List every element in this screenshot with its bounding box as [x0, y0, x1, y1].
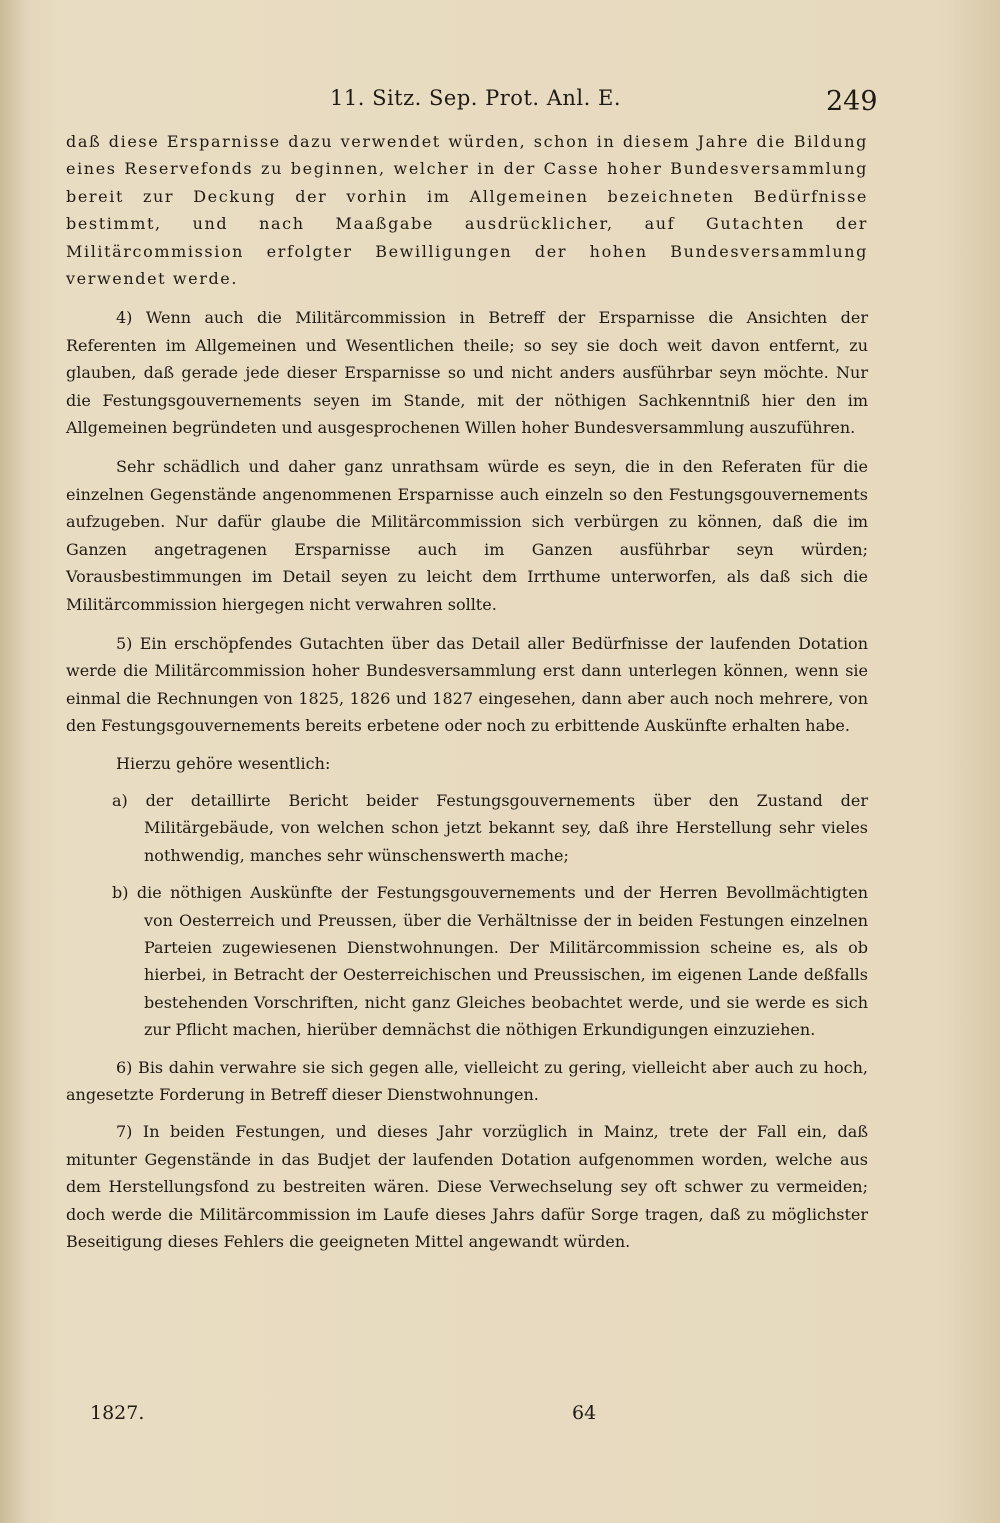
body-text [66, 128, 868, 1255]
paragraph-point-6: 6) Bis dahin verwahre sie sich gegen alle, vielleicht zu gering, vielleicht aber auch zu hoch, angesetzte Forderung in Betreff dieser Dienstwohnungen. [66, 1057, 868, 1104]
footer-year: 1827. [90, 1402, 145, 1424]
paragraph-point-4: 4) Wenn auch die Militärcommission in Betreff der Ersparnisse die Ansichten der Referenten im Allgemeinen und Wesentlichen theile; so sey sie doch weit davon entfernt, zu glauben, daß gerade jede dieser Ersparnisse so und nicht anders ausführbar seyn möchte. Nur die Festungsgouvernements seyen im Stande, mit der nöthigen Sachkenntniß hier den im Allgemeinen begründeten und ausgesprochenen Willen hoher Bundesversammlung auszuführen. [66, 308, 868, 438]
page-number: 249 [826, 86, 878, 117]
paragraph-point-5: 5) Ein erschöpfendes Gutachten über das Detail aller Bedürfnisse der laufenden Dotation werde die Militärcommission hoher Bundesversammlung erst dann unterlegen können, wenn sie einmal die Rechnungen von 1825, 1826 und 1827 eingesehen, dann aber auch noch mehrere, von den Festungsgouvernements bereits erbetene oder noch zu erbittende Auskünfte erhalten habe. [66, 633, 868, 736]
page-footer [0, 1402, 1000, 1434]
running-head: 11. Sitz. Sep. Prot. Anl. E. [330, 86, 621, 110]
paragraph-point-7: 7) In beiden Festungen, und dieses Jahr vorzüglich in Mainz, trete der Fall ein, daß mitunter Gegenstände in das Budjet der laufenden Dotation aufgenommen worden, welche aus dem Herstellungsfond zu bestreiten wären. Diese Verwechselung sey oft schwer zu vermeiden; doch werde die Militärcommission im Laufe dieses Jahrs dafür Sorge tragen, daß zu möglichster Beseitigung dieses Fehlers die geeigneten Mittel angewandt würden. [66, 1122, 868, 1252]
sheet-number: 64 [572, 1402, 597, 1424]
page-header [0, 86, 1000, 126]
list-item-a: a) der detaillirte Bericht beider Festungsgouvernements über den Zustand der Militärgebäude, von welchen schon jetzt bekannt sey, daß ihre Herstellung sehr vieles nothwendig, manches sehr wünschenswerth mache; [112, 790, 868, 865]
paragraph-continuation: daß diese Ersparnisse dazu verwendet würden, schon in diesem Jahre die Bildung eines Reservefonds zu beginnen, welcher in der Casse hoher Bundesversammlung bereit zur Deckung der vorhin im Allgemeinen bezeichneten Bedürfnisse bestimmt, und nach Maaßgabe ausdrücklicher, auf Gutachten der Militärcommission erfolgter Bewilligungen der hohen Bundesversammlung verwendet werde. [66, 132, 868, 289]
paragraph-hierzu: Hierzu gehöre wesentlich: [116, 753, 331, 773]
paragraph-ersparnisse: Sehr schädlich und daher ganz unrathsam würde es seyn, die in den Referaten für die einzelnen Gegenstände angenommenen Ersparnisse auch einzeln so den Festungsgouvernements aufzugeben. Nur dafür glaube die Militärcommission sich verbürgen zu können, daß die im Ganzen angetragenen Ersparnisse auch im Ganzen ausführbar seyn würden; Vorausbestimmungen im Detail seyen zu leicht dem Irrthume unterworfen, als daß sich die Militärcommission hiergegen nicht verwahren sollte. [66, 457, 868, 614]
list-item-b: b) die nöthigen Auskünfte der Festungsgouvernements und der Herren Bevollmächtigten von Oesterreich und Preussen, über die Verhältnisse der in beiden Festungen einzelnen Parteien zugewiesenen Dienstwohnungen. Der Militärcommission scheine es, als ob hierbei, in Betracht der Oesterreichischen und Preussischen, im eigenen Lande deßfalls bestehenden Vorschriften, nicht ganz Gleiches beobachtet werde, und sie werde es sich zur Pflicht machen, hierüber demnächst die nöthigen Erkundigungen einzuziehen. [112, 883, 868, 1040]
